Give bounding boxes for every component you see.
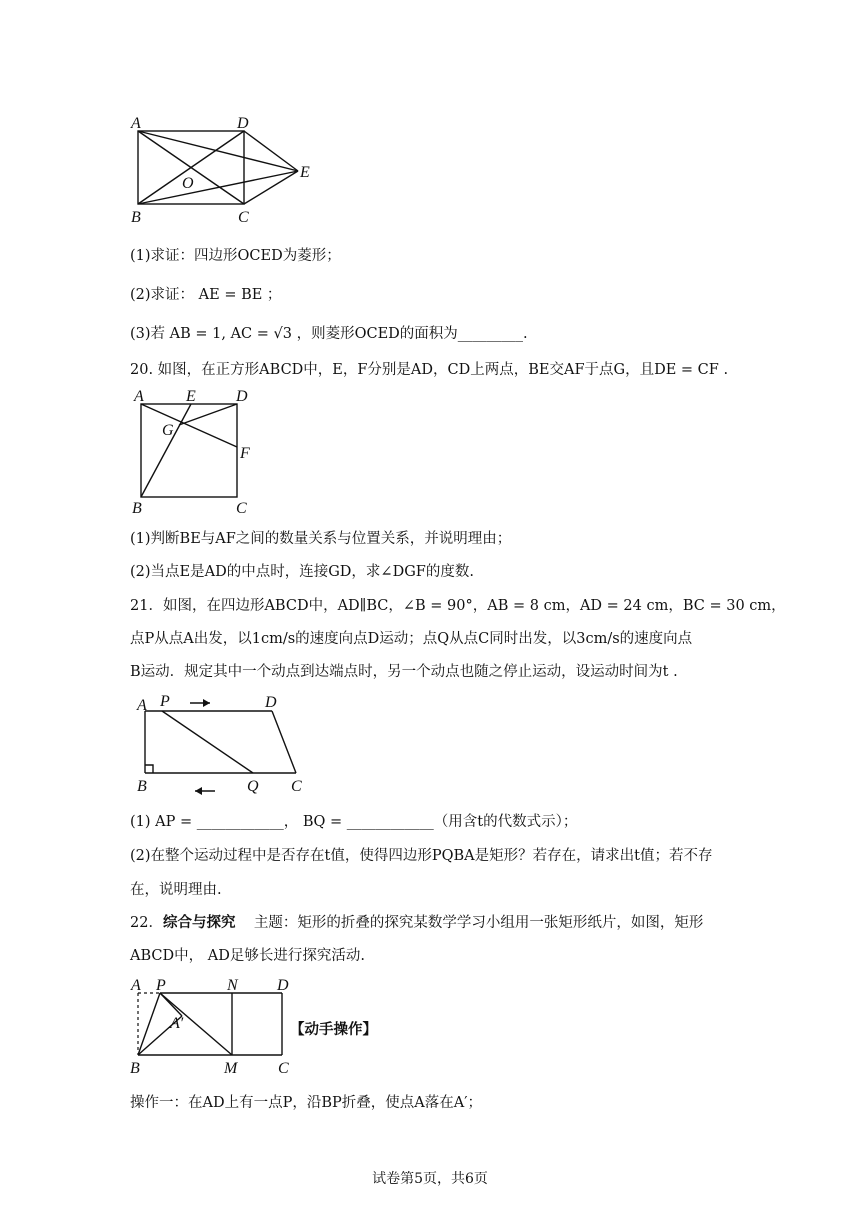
label-Q: Q (247, 778, 259, 795)
q19-part1: (1)求证：四边形OCED为菱形； (130, 248, 341, 264)
label-E: E (300, 164, 310, 181)
label-B: B (130, 1060, 140, 1077)
q20-part1: (1)判断BE与AF之间的数量关系与位置关系，并说明理由； (130, 531, 512, 547)
q22-stem-2: ABCD中， AD足够长进行探究活动. (130, 948, 365, 964)
q21-part1: (1) AP = ____________， BQ = ____________（用含t的代数式示）； (130, 814, 578, 830)
q22-operation-1: 操作一：在AD上有一点P，沿BP折叠，使点A落在A′； (130, 1095, 482, 1111)
label-O: O (182, 175, 194, 192)
q22-operation-label: 【动手操作】 (290, 1021, 377, 1038)
page-footer: 试卷第5页，共6页 (372, 1171, 488, 1187)
label-C: C (291, 778, 302, 795)
label-D: D (277, 977, 289, 994)
label-B: B (132, 500, 142, 517)
label-G: G (162, 422, 174, 439)
label-D: D (237, 115, 249, 132)
label-M: M (224, 1060, 238, 1077)
q20-part2: (2)当点E是AD的中点时，连接GD，求∠DGF的度数. (130, 564, 474, 580)
label-B: B (131, 209, 141, 226)
label-A: A (134, 388, 144, 405)
q21-stem-1: 21．如图，在四边形ABCD中，AD∥BC，∠B = 90°，AB = 8 cm，AD = 24 cm，BC = 30 cm， (130, 598, 786, 614)
q19-part3: (3)若 AB = 1, AC = √3 ，则菱形OCED的面积为_________. (130, 326, 528, 342)
label-A: A (131, 115, 141, 132)
label-N: N (227, 977, 238, 994)
label-A: A (137, 697, 147, 714)
q22-tag: 综合与探究 (162, 914, 236, 931)
label-A: A (131, 977, 141, 994)
label-F: F (240, 445, 250, 462)
q22-stem-text: 主题：矩形的折叠的探究某数学学习小组用一张矩形纸片，如图，矩形 (253, 915, 704, 931)
label-B: B (137, 778, 147, 795)
q21-stem-3: B运动．规定其中一个动点到达端点时，另一个动点也随之停止运动，设运动时间为t . (130, 664, 678, 680)
q22-number: 22． (130, 915, 163, 931)
label-C: C (236, 500, 247, 517)
label-C: C (238, 209, 249, 226)
label-C: C (278, 1060, 289, 1077)
q21-part2-a: (2)在整个运动过程中是否存在t值，使得四边形PQBA是矩形？若存在，请求出t值；若不存 (130, 848, 713, 864)
label-D: D (236, 388, 248, 405)
q21-stem-2: 点P从点A出发，以1cm/s的速度向点D运动；点Q从点C同时出发，以3cm/s的速度向点 (130, 631, 693, 647)
label-A-prime: A′ (170, 1015, 184, 1032)
q19-part2: (2)求证： AE = BE ； (130, 287, 282, 303)
label-P: P (160, 693, 170, 710)
label-P: P (156, 977, 166, 994)
label-D: D (265, 694, 277, 711)
q20-stem: 20. 如图，在正方形ABCD中，E，F分别是AD，CD上两点，BE交AF于点G，且DE = CF . (130, 362, 729, 378)
label-E: E (186, 388, 196, 405)
q21-part2-b: 在，说明理由. (130, 882, 222, 898)
